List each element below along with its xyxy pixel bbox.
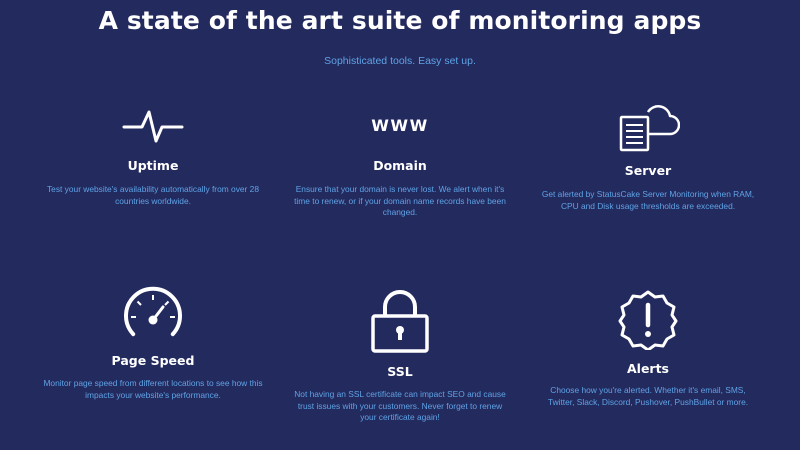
- feature-description: Not having an SSL certificate can impact SEO and cause trust issues with your customers. Never forget to renew your certificate again!: [294, 389, 506, 422]
- feature-title: Uptime: [127, 158, 179, 173]
- feature-server: [538, 100, 758, 230]
- feature-title: Alerts: [626, 361, 670, 376]
- page-subtitle: Sophisticated tools. Easy set up.: [324, 55, 476, 67]
- page-title: A state of the art suite of monitoring apps: [98, 6, 702, 35]
- feature-description: Get alerted by StatusCake Server Monitoring when RAM, CPU and Disk usage thresholds are exceeded.: [541, 189, 755, 211]
- server-cloud-icon: [616, 103, 680, 153]
- feature-description: Monitor page speed from different locations to see how this impacts your website's performance.: [43, 378, 263, 400]
- feature-title: Domain: [373, 158, 427, 173]
- feature-uptime: [43, 100, 263, 220]
- alert-badge-icon: [616, 288, 680, 350]
- pulse-icon: [122, 104, 184, 146]
- padlock-icon: [368, 286, 432, 354]
- speedometer-icon: [121, 286, 185, 346]
- feature-title: Server: [624, 163, 672, 178]
- feature-title: Page Speed: [111, 353, 195, 368]
- feature-description: Test your website's availability automatically from over 28 countries worldwide.: [47, 184, 259, 206]
- feature-description: Ensure that your domain is never lost. We alert when it's time to renew, or if your domain name records have been changed.: [294, 184, 506, 217]
- feature-page-speed: [43, 286, 263, 416]
- feature-title: SSL: [387, 364, 413, 379]
- feature-ssl: [290, 286, 510, 426]
- feature-domain: [290, 100, 510, 220]
- www-icon-text: WWW: [371, 116, 429, 135]
- feature-description: Choose how you're alerted. Whether it's email, SMS, Twitter, Slack, Discord, Pushover, PushBullet or more.: [547, 385, 749, 407]
- www-icon: [371, 116, 428, 135]
- feature-alerts: [538, 286, 758, 426]
